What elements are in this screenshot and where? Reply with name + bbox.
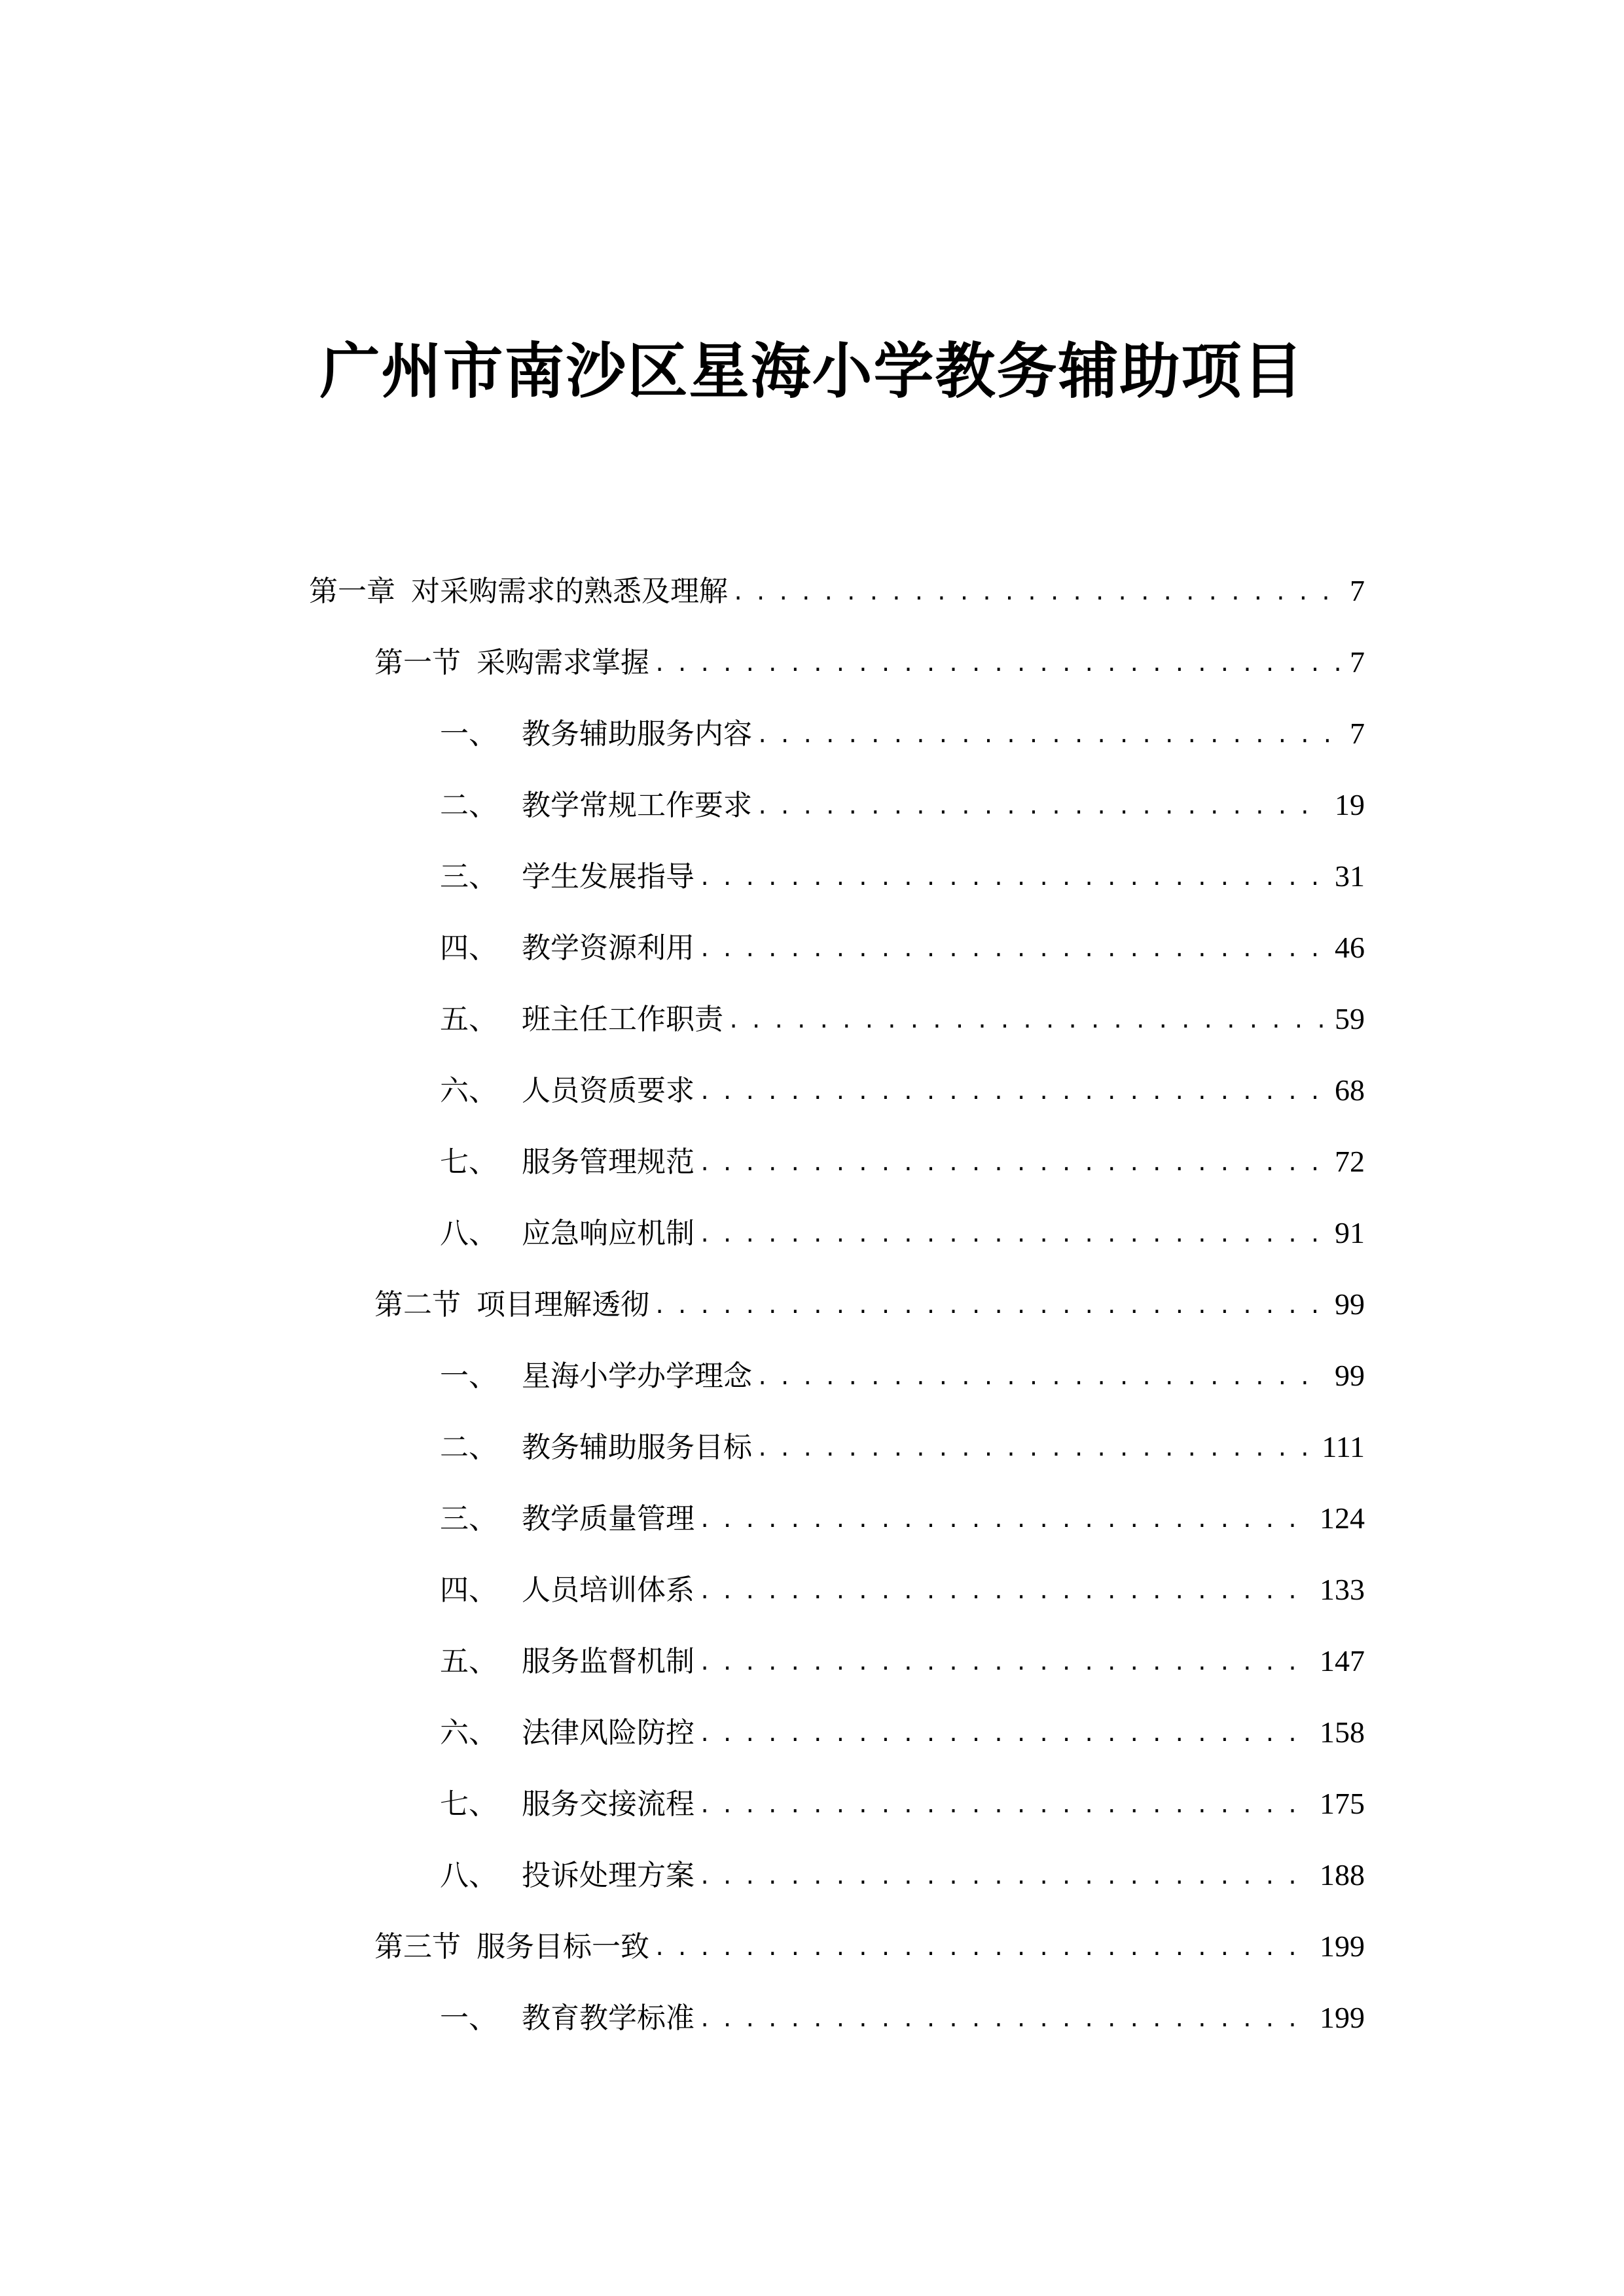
toc-page-number: 133 — [1320, 1573, 1365, 1606]
dot-leader — [698, 1854, 1310, 1899]
dot-leader — [698, 1996, 1310, 2042]
toc-page-number: 124 — [1320, 1501, 1365, 1535]
dot-leader — [698, 1640, 1310, 1685]
document-title: 广州市南沙区星海小学教务辅助项目 — [319, 336, 1305, 406]
dot-leader — [698, 1069, 1326, 1115]
toc-title: 采购需求掌握 — [477, 646, 649, 679]
toc-number: 五、 — [440, 1003, 497, 1036]
toc-item[interactable] — [440, 1067, 1365, 1113]
toc-item[interactable] — [440, 1424, 1365, 1470]
toc-number: 四、 — [440, 931, 497, 965]
dot-leader — [756, 1426, 1312, 1471]
toc-number: 一、 — [440, 1359, 497, 1393]
toc-number: 二、 — [440, 1431, 497, 1464]
toc-section-3[interactable] — [374, 1924, 1365, 1969]
toc-title: 服务监督机制 — [522, 1645, 695, 1678]
toc-section-2[interactable] — [374, 1282, 1365, 1327]
toc-page-number: 111 — [1322, 1430, 1365, 1463]
toc-number: 八、 — [440, 1217, 497, 1250]
toc-page-number: 46 — [1335, 931, 1365, 964]
toc-page-number: 199 — [1320, 1929, 1365, 1963]
toc-page-number: 72 — [1335, 1145, 1365, 1178]
toc-chapter-1[interactable] — [309, 568, 1365, 614]
toc-item[interactable] — [440, 1139, 1365, 1185]
toc-title: 教学资源利用 — [522, 931, 695, 965]
toc-title: 教务辅助服务目标 — [522, 1431, 752, 1464]
toc-item[interactable] — [440, 1638, 1365, 1684]
dot-leader — [756, 712, 1341, 758]
toc-title: 服务交接流程 — [522, 1787, 695, 1821]
toc-page-number: 19 — [1335, 788, 1365, 821]
toc-number: 第二节 — [374, 1288, 461, 1321]
toc-page-number: 99 — [1335, 1359, 1365, 1392]
toc-number: 一、 — [440, 717, 497, 751]
toc-number: 第一节 — [374, 646, 461, 679]
toc-number: 七、 — [440, 1145, 497, 1179]
toc-number: 八、 — [440, 1859, 497, 1892]
toc-number: 第一章 — [309, 575, 395, 608]
toc-number: 五、 — [440, 1645, 497, 1678]
toc-title: 应急响应机制 — [522, 1217, 695, 1250]
toc-item[interactable] — [440, 1353, 1365, 1399]
toc-page-number: 7 — [1350, 717, 1365, 750]
toc-page-number: 188 — [1320, 1858, 1365, 1892]
toc-page-number: 147 — [1320, 1644, 1365, 1677]
toc-title: 服务管理规范 — [522, 1145, 695, 1179]
toc-item[interactable] — [440, 925, 1365, 971]
toc-item[interactable] — [440, 1781, 1365, 1827]
toc-title: 人员资质要求 — [522, 1074, 695, 1107]
toc-page-number: 99 — [1335, 1287, 1365, 1321]
dot-leader — [732, 569, 1341, 615]
toc-title: 项目理解透彻 — [477, 1288, 649, 1321]
toc-item[interactable] — [440, 996, 1365, 1042]
toc-number: 二、 — [440, 789, 497, 822]
dot-leader — [698, 1711, 1310, 1757]
dot-leader — [698, 1497, 1310, 1543]
toc-page-number: 175 — [1320, 1787, 1365, 1820]
dot-leader — [698, 1568, 1310, 1614]
toc-item[interactable] — [440, 782, 1365, 828]
dot-leader — [756, 1354, 1326, 1400]
dot-leader — [727, 997, 1326, 1043]
toc-page-number: 158 — [1320, 1715, 1365, 1749]
dot-leader — [698, 1140, 1326, 1186]
toc-title: 学生发展指导 — [522, 860, 695, 893]
toc-title: 投诉处理方案 — [522, 1859, 695, 1892]
toc-page-number: 68 — [1335, 1073, 1365, 1107]
toc-page-number: 199 — [1320, 2001, 1365, 2034]
toc-item[interactable] — [440, 1710, 1365, 1755]
toc-number: 三、 — [440, 1502, 497, 1535]
toc-title: 法律风险防控 — [522, 1716, 695, 1749]
toc-item[interactable] — [440, 711, 1365, 757]
toc-title: 星海小学办学理念 — [522, 1359, 752, 1393]
dot-leader — [653, 1925, 1310, 1971]
toc-page-number: 59 — [1335, 1002, 1365, 1035]
toc-number: 一、 — [440, 2001, 497, 2035]
toc-page-number: 7 — [1350, 645, 1365, 679]
toc-number: 三、 — [440, 860, 497, 893]
toc-page-number: 91 — [1335, 1216, 1365, 1249]
toc-page-number: 7 — [1350, 574, 1365, 607]
toc-number: 七、 — [440, 1787, 497, 1821]
toc-page-number: 31 — [1335, 859, 1365, 893]
toc-number: 六、 — [440, 1716, 497, 1749]
dot-leader — [698, 1782, 1310, 1828]
toc-item[interactable] — [440, 1567, 1365, 1613]
dot-leader — [698, 1211, 1326, 1257]
toc-title: 班主任工作职责 — [522, 1003, 723, 1036]
dot-leader — [756, 783, 1326, 829]
toc-title: 教育教学标准 — [522, 2001, 695, 2035]
toc-title: 人员培训体系 — [522, 1573, 695, 1607]
toc-item[interactable] — [440, 853, 1365, 899]
dot-leader — [653, 641, 1341, 687]
dot-leader — [698, 855, 1326, 901]
toc-number: 第三节 — [374, 1930, 461, 1964]
toc-number: 四、 — [440, 1573, 497, 1607]
toc-item[interactable] — [440, 1852, 1365, 1898]
toc-title: 对采购需求的熟悉及理解 — [411, 575, 728, 608]
toc-title: 教务辅助服务内容 — [522, 717, 752, 751]
toc-title: 服务目标一致 — [477, 1930, 649, 1964]
dot-leader — [653, 1283, 1326, 1329]
toc-number: 六、 — [440, 1074, 497, 1107]
toc-item[interactable] — [440, 1496, 1365, 1541]
toc-item[interactable] — [440, 1210, 1365, 1256]
toc-section-1[interactable] — [374, 639, 1365, 685]
dot-leader — [698, 926, 1326, 972]
toc-title: 教学质量管理 — [522, 1502, 695, 1535]
toc-item[interactable] — [440, 1995, 1365, 2041]
toc-title: 教学常规工作要求 — [522, 789, 752, 822]
